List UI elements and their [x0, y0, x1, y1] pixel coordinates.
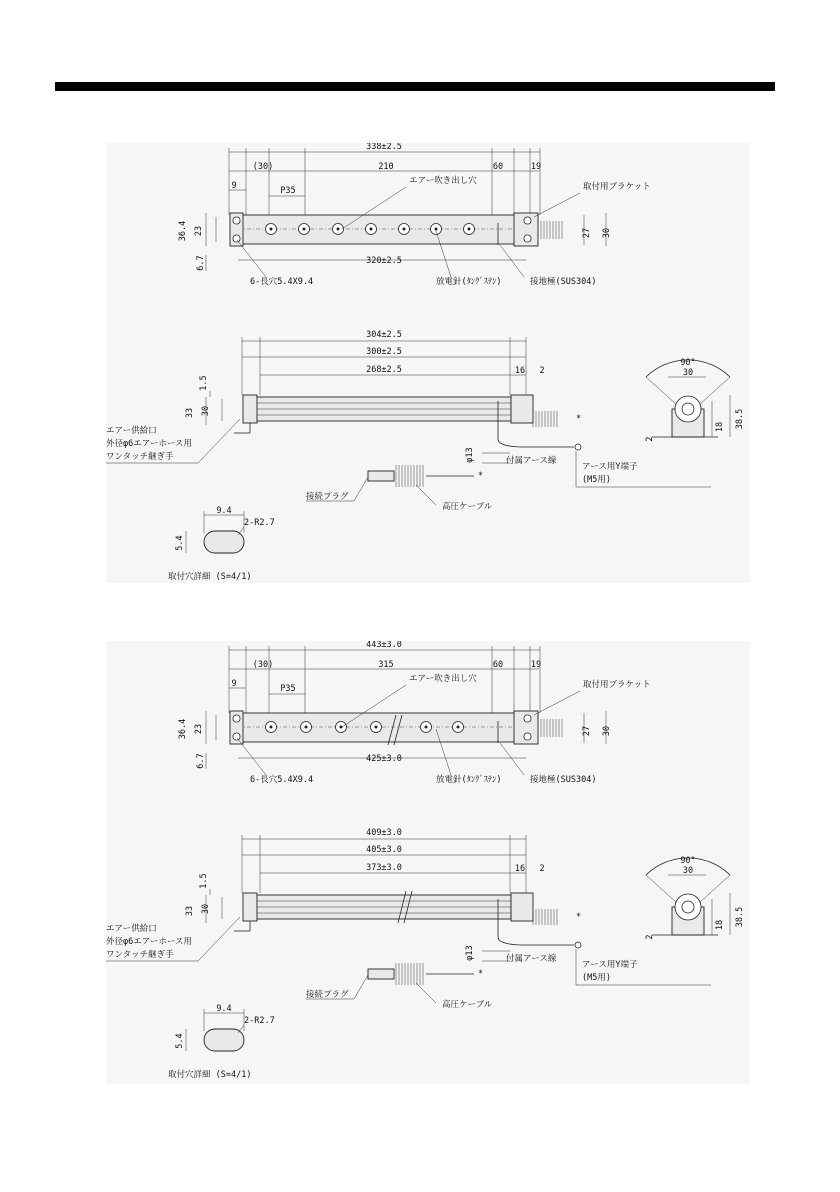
drawing-line [534, 691, 580, 715]
dimension-label: 5.4 [175, 535, 185, 551]
discharge-needle [375, 726, 378, 729]
end-cap [511, 395, 533, 423]
dimension-label: 9 [231, 181, 237, 191]
marker: * [576, 414, 582, 424]
dimension-label: 30 [602, 227, 612, 239]
callout-label: 付属アース線 [506, 456, 557, 466]
drawing-line [416, 983, 436, 1003]
dimension-label: 30 [602, 725, 612, 737]
callout-label: アース用Y端子 [582, 960, 638, 970]
dimension-label: 38.5 [735, 906, 745, 928]
dimension-label: 30 [201, 903, 211, 915]
dimension-label: 30 [201, 405, 211, 417]
callout-label: (M5用) [582, 475, 611, 485]
drawing-line [237, 738, 266, 775]
drawing-line [416, 485, 436, 505]
y-terminal [575, 444, 581, 450]
callout-label: ワンタッチ継ぎ手 [106, 452, 174, 462]
callout-label: 2-R2.7 [244, 518, 275, 528]
dimension-label: 60 [492, 660, 504, 670]
dimension-label: 304±2.5 [366, 330, 402, 340]
dimension-label: 36.4 [178, 718, 188, 740]
dimension-label: 1.5 [199, 873, 209, 889]
dimension-label: 300±2.5 [366, 347, 402, 357]
end-cap [511, 893, 533, 921]
callout-label: (M5用) [582, 973, 611, 983]
dimension-label: 27 [582, 725, 592, 737]
callout-label: 高圧ケーブル [442, 1000, 493, 1010]
callout-label: 放電針(ﾀﾝｸﾞｽﾃﾝ) [436, 775, 502, 785]
drawing-svg [106, 641, 750, 1084]
dimension-label: 36.4 [178, 220, 188, 242]
end-cap [243, 395, 257, 423]
callout-label: 放電針(ﾀﾝｸﾞｽﾃﾝ) [436, 277, 502, 287]
drawing-line [534, 193, 580, 217]
dimension-label: 5.4 [175, 1033, 185, 1049]
y-terminal [575, 942, 581, 948]
dimension-label: 405±3.0 [366, 845, 402, 855]
dimension-label: φ13 [465, 447, 475, 463]
dimension-label: 19 [530, 660, 542, 670]
dimension-label: 315 [378, 660, 394, 670]
dimension-label: 16 [514, 864, 526, 874]
callout-label: 接地極(SUS304) [530, 775, 597, 785]
callout-label: 取付用ブラケット [583, 680, 651, 690]
callout-label: エアー吹き出し穴 [409, 674, 477, 684]
callout-label: エアー供給口 [106, 426, 157, 436]
drawing-line [238, 527, 244, 535]
connection-plug [368, 471, 394, 481]
end-nozzle [682, 403, 694, 415]
dimension-label: P35 [280, 684, 296, 694]
dimension-label: 2 [539, 864, 545, 874]
detail-caption: 取付穴詳細 (S=4/1) [168, 1070, 252, 1080]
mount-slot [524, 715, 531, 722]
dimension-label: 33 [185, 407, 195, 419]
callout-label: 接続プラグ [306, 492, 349, 502]
dimension-label: φ13 [465, 945, 475, 961]
drawing-panel-443 [106, 641, 750, 1084]
dimension-label: 9 [231, 679, 237, 689]
dimension-label: (30) [252, 162, 274, 172]
discharge-needle [303, 228, 306, 231]
discharge-needle [270, 228, 273, 231]
discharge-needle [337, 228, 340, 231]
callout-label: 外径φ6エアーホース用 [106, 937, 193, 947]
discharge-needle [425, 726, 428, 729]
drawing-line [237, 240, 266, 277]
discharge-needle [370, 228, 373, 231]
ionizer-bar-body [238, 215, 520, 244]
drawing-line [500, 245, 524, 277]
end-cap [243, 893, 257, 921]
callout-label: ワンタッチ継ぎ手 [106, 950, 174, 960]
discharge-needle [403, 228, 406, 231]
callout-label: 2-R2.7 [244, 1016, 275, 1026]
dimension-label: 425±3.0 [366, 754, 402, 764]
callout-label: 接続プラグ [306, 990, 349, 1000]
dimension-label: 2 [645, 934, 655, 940]
dimension-label: 338±2.5 [366, 143, 402, 152]
dimension-label: 16 [514, 366, 526, 376]
dimension-label: 30 [682, 368, 694, 378]
dimension-label: 2 [645, 436, 655, 442]
dimension-label: 27 [582, 227, 592, 239]
mounting-hole-detail [204, 1029, 244, 1051]
drawing-line [198, 917, 240, 961]
marker: * [478, 969, 484, 979]
connection-plug [368, 969, 394, 979]
callout-label: 接地極(SUS304) [530, 277, 597, 287]
dimension-label: 320±2.5 [366, 256, 402, 266]
mount-slot [524, 217, 531, 224]
dimension-label: 373±3.0 [366, 863, 402, 873]
dimension-label: 443±3.0 [366, 641, 402, 650]
dimension-label: 90° [680, 358, 696, 368]
drawing-line [500, 743, 524, 775]
dimension-label: 268±2.5 [366, 365, 402, 375]
dimension-label: 23 [194, 723, 204, 735]
dimension-label: 18 [715, 919, 725, 931]
callout-label: 6-長穴5.4X9.4 [250, 277, 314, 287]
discharge-needle [468, 228, 471, 231]
dimension-label: P35 [280, 186, 296, 196]
dimension-label: 2 [539, 366, 545, 376]
mount-slot [233, 235, 240, 242]
dimension-label: 38.5 [735, 408, 745, 430]
callout-label: 6-長穴5.4X9.4 [250, 775, 314, 785]
mount-slot [233, 715, 240, 722]
drawing-line [198, 419, 240, 463]
dimension-label: 60 [492, 162, 504, 172]
dimension-label: 9.4 [216, 1004, 232, 1014]
mount-slot [524, 733, 531, 740]
mount-slot [233, 217, 240, 224]
dimension-label: 6.7 [196, 255, 206, 271]
callout-label: エアー供給口 [106, 924, 157, 934]
callout-label: 取付用ブラケット [583, 182, 651, 192]
marker: * [478, 471, 484, 481]
mount-slot [233, 733, 240, 740]
callout-label: 付属アース線 [506, 954, 557, 964]
dimension-label: 9.4 [216, 506, 232, 516]
dimension-label: 1.5 [199, 375, 209, 391]
discharge-needle [457, 726, 460, 729]
callout-label: エアー吹き出し穴 [409, 176, 477, 186]
dimension-label: 33 [185, 905, 195, 917]
dimension-label: (30) [252, 660, 274, 670]
drawing-panel-338 [106, 143, 750, 583]
callout-label: アース用Y端子 [582, 462, 638, 472]
dimension-label: 18 [715, 421, 725, 433]
drawing-line [354, 477, 368, 501]
dimension-label: 210 [378, 162, 394, 172]
dimension-label: 90° [680, 856, 696, 866]
mount-slot [524, 235, 531, 242]
drawing-line [354, 975, 368, 999]
end-nozzle [682, 901, 694, 913]
header-rule [55, 82, 775, 91]
detail-caption: 取付穴詳細 (S=4/1) [168, 572, 252, 582]
discharge-needle [270, 726, 273, 729]
dimension-label: 409±3.0 [366, 828, 402, 838]
discharge-needle [305, 726, 308, 729]
dimension-label: 6.7 [196, 753, 206, 769]
dimension-label: 30 [682, 866, 694, 876]
drawing-svg [106, 143, 750, 583]
discharge-needle [435, 228, 438, 231]
marker: * [576, 912, 582, 922]
drawing-line [238, 1025, 244, 1033]
dimension-label: 23 [194, 225, 204, 237]
callout-label: 高圧ケーブル [442, 502, 493, 512]
callout-label: 外径φ6エアーホース用 [106, 439, 193, 449]
dimension-label: 19 [530, 162, 542, 172]
mounting-hole-detail [204, 531, 244, 553]
